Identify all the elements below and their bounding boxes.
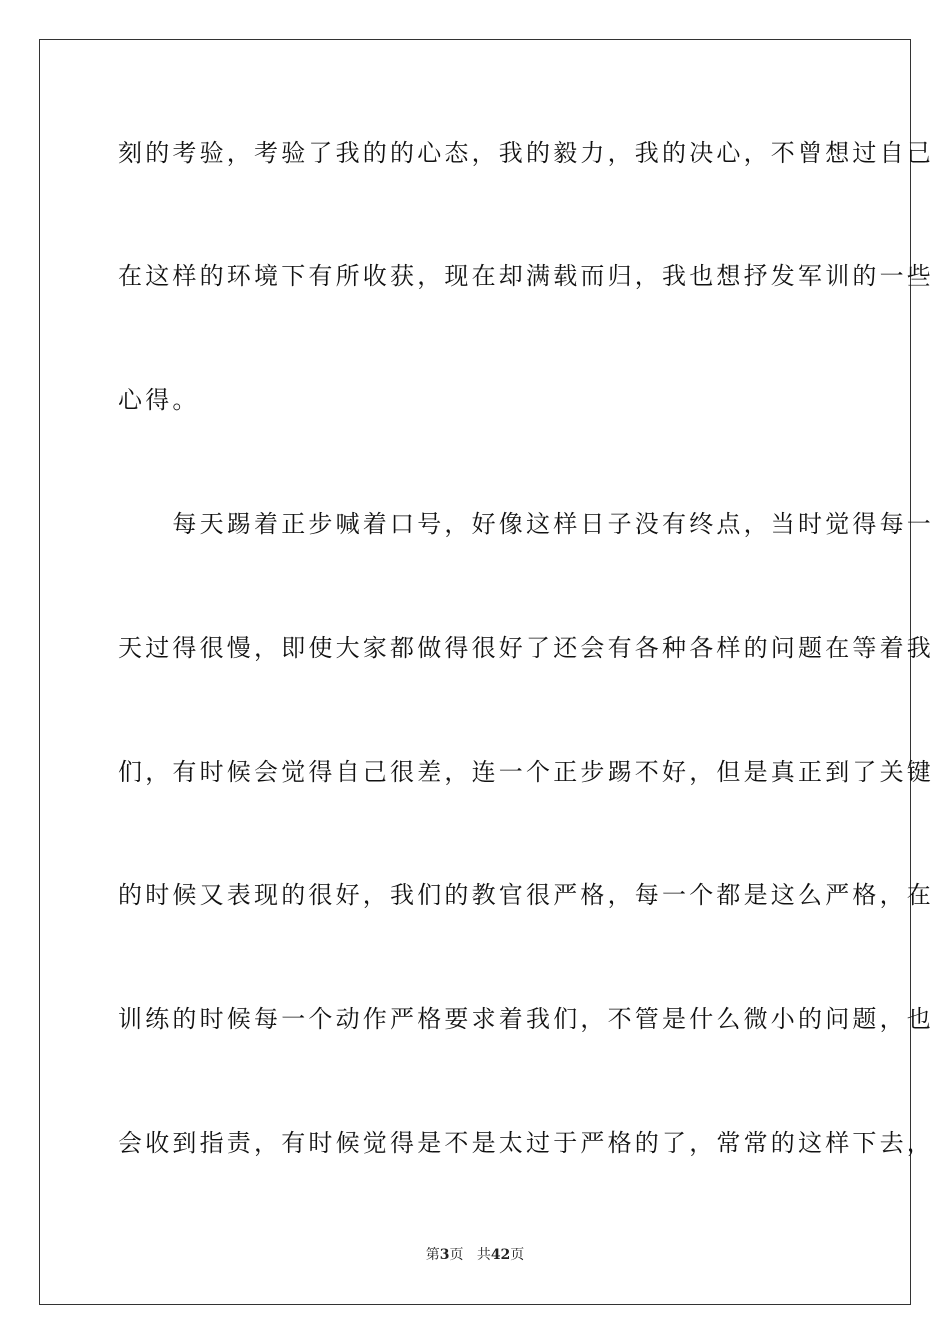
body-line-9: 会收到指责，有时候觉得是不是太过于严格的了，常常的这样下去，: [118, 1129, 934, 1157]
footer-total-pages: 42: [490, 1247, 511, 1263]
footer-total-unit: 页: [510, 1247, 525, 1263]
footer-page-unit: 页: [449, 1247, 464, 1263]
body-line-4: 每天踢着正步喊着口号，好像这样日子没有终点，当时觉得每一: [118, 510, 934, 538]
body-line-5: 天过得很慢，即使大家都做得很好了还会有各种各样的问题在等着我: [118, 634, 934, 662]
body-line-2: 在这样的环境下有所收获，现在却满载而归，我也想抒发军训的一些: [118, 262, 934, 290]
footer-current-page: 3: [439, 1247, 450, 1263]
body-line-6: 们，有时候会觉得自己很差，连一个正步踢不好，但是真正到了关键: [118, 758, 934, 786]
footer-total-prefix: 共: [476, 1247, 491, 1263]
footer-prefix: 第: [425, 1247, 440, 1263]
body-line-3: 心得。: [118, 386, 200, 414]
page-footer: [0, 1246, 950, 1264]
body-line-1: 刻的考验，考验了我的的心态，我的毅力，我的决心，不曾想过自己: [118, 139, 934, 167]
page-border: [39, 39, 934, 1305]
body-line-7: 的时候又表现的很好，我们的教官很严格，每一个都是这么严格，在: [118, 881, 934, 909]
body-line-8: 训练的时候每一个动作严格要求着我们，不管是什么微小的问题，也: [118, 1005, 934, 1033]
